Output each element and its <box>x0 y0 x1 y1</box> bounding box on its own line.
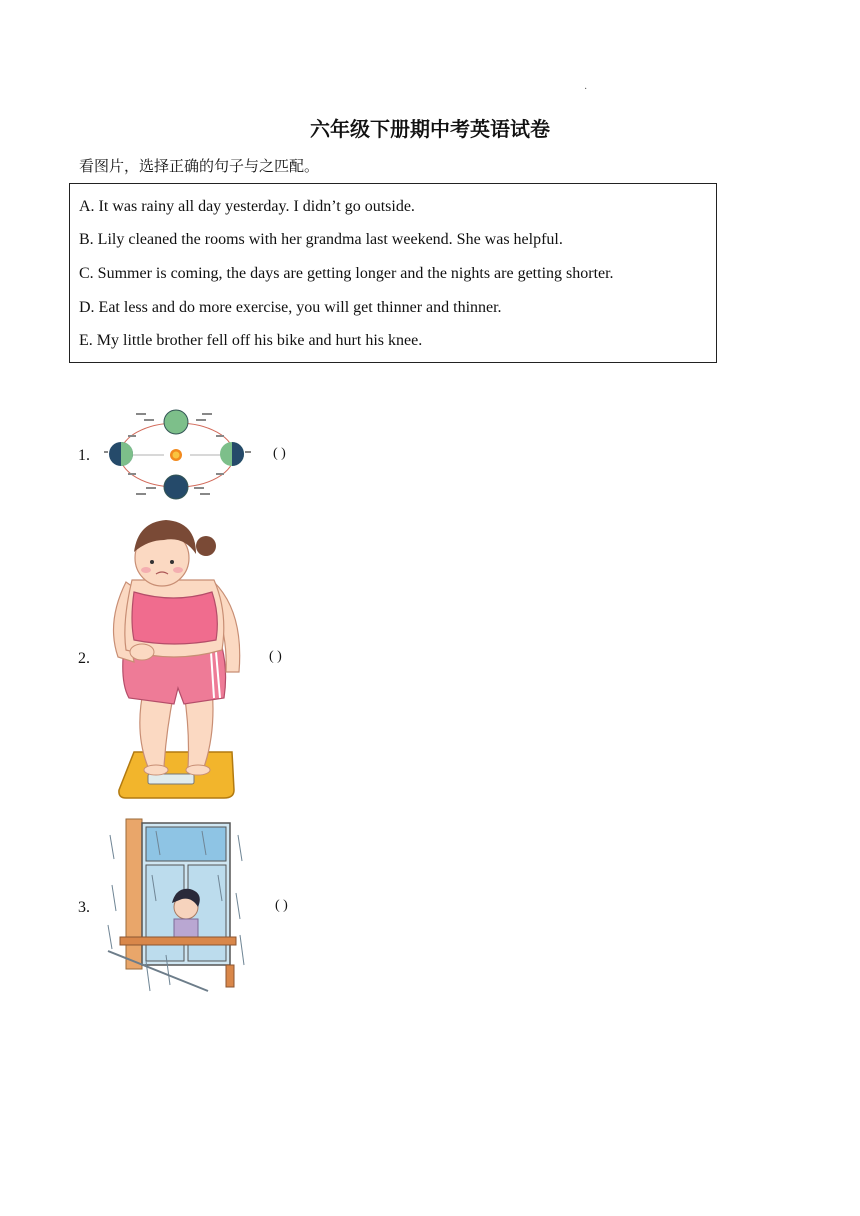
option-b: B. Lily cleaned the rooms with her grandma last weekend. She was helpful. <box>79 231 563 248</box>
question-2-answer-blank[interactable]: ( ) <box>269 649 282 664</box>
question-1-answer-blank[interactable]: ( ) <box>273 446 286 461</box>
option-c: C. Summer is coming, the days are getting longer and the nights are getting shorter. <box>79 265 614 282</box>
header-dot: · <box>584 84 588 95</box>
question-2-number: 2. <box>78 650 90 667</box>
girl-on-scale-picture <box>104 512 249 809</box>
options-box <box>69 183 717 363</box>
earth-orbit-picture <box>104 405 254 510</box>
instruction-text: 看图片，选择正确的句子与之匹配。 <box>79 157 320 175</box>
question-1-number: 1. <box>78 447 90 464</box>
option-a: A. It was rainy all day yesterday. I didn’t go outside. <box>79 198 415 215</box>
rainy-window-picture <box>106 815 248 998</box>
option-d: D. Eat less and do more exercise, you will get thinner and thinner. <box>79 299 502 316</box>
option-e: E. My little brother fell off his bike and hurt his knee. <box>79 332 423 349</box>
question-3-answer-blank[interactable]: ( ) <box>275 898 288 913</box>
question-3-number: 3. <box>78 899 90 916</box>
page-title: 六年级下册期中考英语试卷 <box>310 117 550 141</box>
